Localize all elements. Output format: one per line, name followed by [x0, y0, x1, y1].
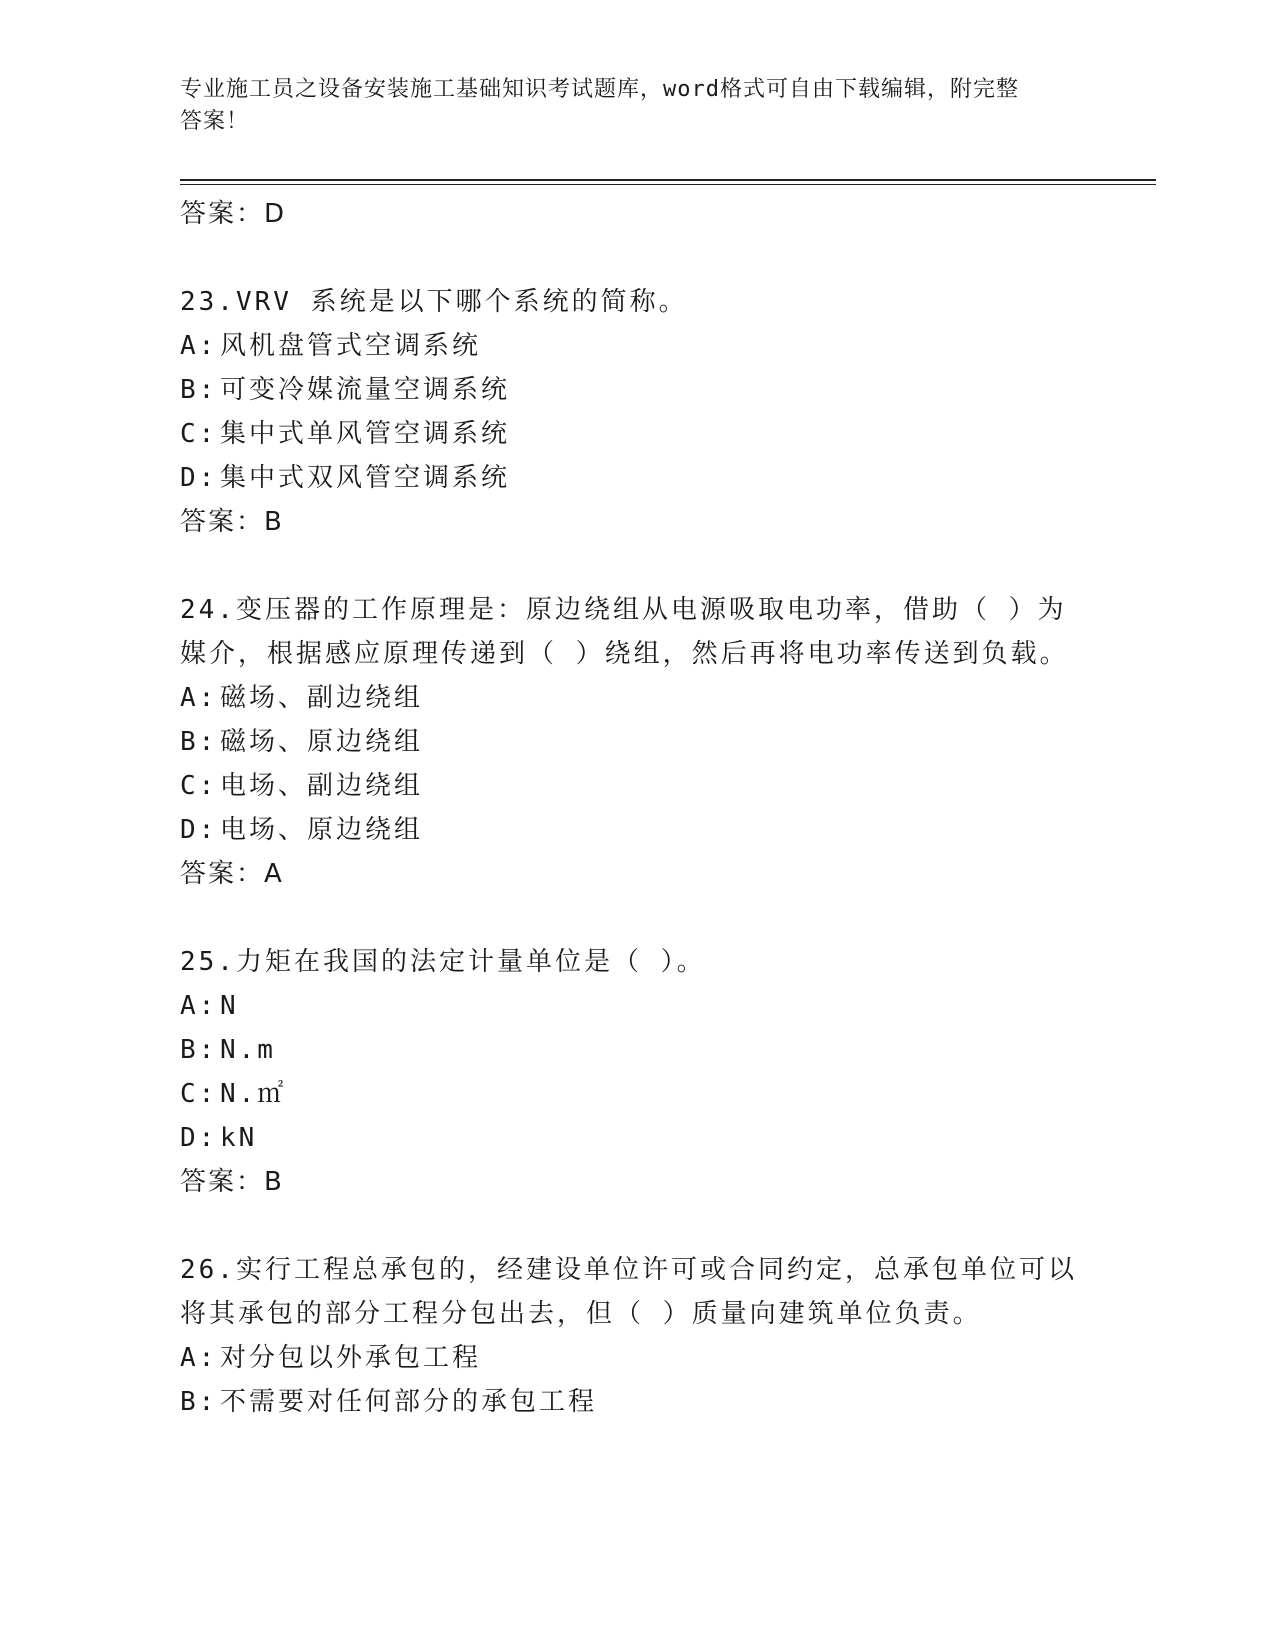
question-stem-continued: 将其承包的部分工程分包出去，但（ ）质量向建筑单位负责。: [180, 1299, 982, 1329]
header-divider-thin: [180, 184, 1156, 185]
option-text: 磁场、副边绕组: [220, 683, 424, 713]
option-text: N: [220, 991, 239, 1021]
option-a: [180, 1336, 1080, 1380]
option-c: [180, 764, 1080, 808]
question-stem: 24.变压器的工作原理是：原边绕组从电源吸取电功率，借助（ ）为: [180, 595, 1067, 625]
question-23: [180, 280, 1080, 544]
option-text: 对分包以外承包工程: [220, 1343, 482, 1373]
spacer: [180, 896, 1080, 940]
option-text: 磁场、原边绕组: [220, 727, 424, 757]
option-c: [180, 1072, 1080, 1116]
answer: 答案：B: [180, 507, 284, 537]
option-d: [180, 808, 1080, 852]
option-text: 集中式单风管空调系统: [220, 419, 511, 449]
option-key: D:: [180, 815, 218, 845]
option-a: [180, 676, 1080, 720]
question-25: [180, 940, 1080, 1204]
option-text: 电场、副边绕组: [220, 771, 424, 801]
option-key: B:: [180, 1387, 218, 1417]
option-text: 可变冷媒流量空调系统: [220, 375, 511, 405]
option-text: 风机盘管式空调系统: [220, 331, 482, 361]
option-d: [180, 456, 1080, 500]
option-key: D:: [180, 1123, 218, 1153]
option-b: [180, 1028, 1080, 1072]
option-key: D:: [180, 463, 218, 493]
answer: 答案：B: [180, 1167, 284, 1197]
option-key: C:: [180, 771, 218, 801]
answer: 答案：A: [180, 859, 284, 889]
option-key: B:: [180, 727, 218, 757]
option-text: kN: [220, 1123, 258, 1153]
document-header: 专业施工员之设备安装施工基础知识考试题库，word格式可自由下载编辑，附完整答案！: [180, 77, 1019, 134]
spacer: [180, 236, 1080, 280]
option-key: A:: [180, 331, 218, 361]
option-key: A:: [180, 991, 218, 1021]
option-text: 电场、原边绕组: [220, 815, 424, 845]
previous-answer: 答案：D: [180, 199, 287, 229]
option-b: [180, 720, 1080, 764]
spacer: [180, 1204, 1080, 1248]
question-stem: 26.实行工程总承包的，经建设单位许可或合同约定，总承包单位可以: [180, 1255, 1077, 1285]
option-a: [180, 324, 1080, 368]
question-26: [180, 1248, 1080, 1424]
option-b: [180, 368, 1080, 412]
option-text: 不需要对任何部分的承包工程: [220, 1387, 598, 1417]
option-key: A:: [180, 1343, 218, 1373]
question-24: [180, 588, 1080, 896]
option-b: [180, 1380, 1080, 1424]
option-a: [180, 984, 1080, 1028]
option-key: B:: [180, 375, 218, 405]
option-text: N.㎡: [220, 1079, 287, 1109]
option-text: 集中式双风管空调系统: [220, 463, 511, 493]
header-divider-thick: [180, 179, 1156, 181]
spacer: [180, 544, 1080, 588]
option-d: [180, 1116, 1080, 1160]
question-stem: 23.VRV 系统是以下哪个系统的简称。: [180, 287, 688, 317]
question-stem: 25.力矩在我国的法定计量单位是（ ）。: [180, 947, 706, 977]
question-list: [180, 192, 1080, 1424]
option-key: C:: [180, 1079, 218, 1109]
option-c: [180, 412, 1080, 456]
option-text: N.m: [220, 1035, 276, 1065]
option-key: B:: [180, 1035, 218, 1065]
option-key: A:: [180, 683, 218, 713]
option-key: C:: [180, 419, 218, 449]
question-stem-continued: 媒介，根据感应原理传递到（ ）绕组，然后再将电功率传送到负载。: [180, 639, 1069, 669]
